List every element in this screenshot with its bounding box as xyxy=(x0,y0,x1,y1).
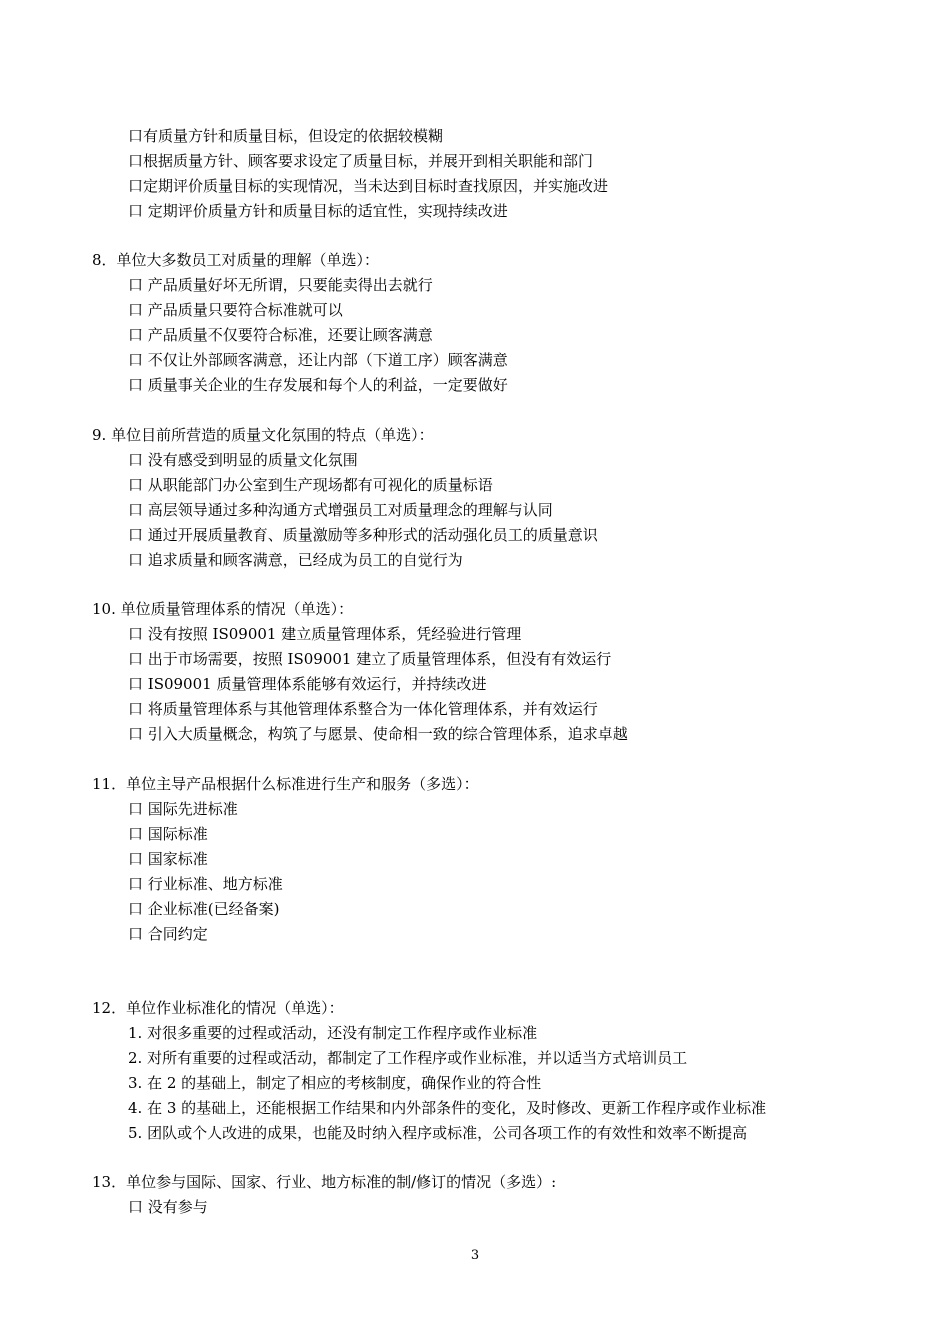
option: 口 国家标准 xyxy=(128,850,208,868)
option: 口定期评价质量目标的实现情况，当未达到目标时查找原因，并实施改进 xyxy=(128,177,609,195)
numbered-item: 3. 在 2 的基础上，制定了相应的考核制度，确保作业的符合性 xyxy=(128,1074,542,1092)
question-title: 9. 单位目前所营造的质量文化氛围的特点（单选）： xyxy=(92,426,434,444)
option: 口 产品质量不仅要符合标准，还要让顾客满意 xyxy=(128,326,433,344)
numbered-item: 5. 团队或个人改进的成果，也能及时纳入程序或标准，公司各项工作的有效性和效率不断提高 xyxy=(128,1124,748,1142)
numbered-item: 2. 对所有重要的过程或活动，都制定了工作程序或作业标准，并以适当方式培训员工 xyxy=(128,1049,688,1067)
option: 口 产品质量好坏无所谓，只要能卖得出去就行 xyxy=(128,276,433,294)
option: 口 引入大质量概念，构筑了与愿景、使命相一致的综合管理体系，追求卓越 xyxy=(128,725,628,743)
option: 口 通过开展质量教育、质量激励等多种形式的活动强化员工的质量意识 xyxy=(128,526,598,544)
option: 口 没有感受到明显的质量文化氛围 xyxy=(128,451,358,469)
question-title: 8．单位大多数员工对质量的理解（单选）： xyxy=(92,251,380,269)
option: 口有质量方针和质量目标，但设定的依据较模糊 xyxy=(128,127,444,145)
option: 口 追求质量和顾客满意，已经成为员工的自觉行为 xyxy=(128,551,463,569)
option: 口 产品质量只要符合标准就可以 xyxy=(128,301,343,319)
option: 口 高层领导通过多种沟通方式增强员工对质量理念的理解与认同 xyxy=(128,501,553,519)
option: 口 出于市场需要，按照 IS09001 建立了质量管理体系，但没有有效运行 xyxy=(128,650,612,668)
option: 口 没有参与 xyxy=(128,1198,208,1216)
question-title: 12．单位作业标准化的情况（单选）： xyxy=(92,999,344,1017)
option: 口 国际先进标准 xyxy=(128,800,238,818)
option: 口 行业标准、地方标准 xyxy=(128,875,283,893)
numbered-item: 1. 对很多重要的过程或活动，还没有制定工作程序或作业标准 xyxy=(128,1024,538,1042)
question-title: 10. 单位质量管理体系的情况（单选）： xyxy=(92,600,354,618)
option: 口 定期评价质量方针和质量目标的适宜性，实现持续改进 xyxy=(128,202,508,220)
option: 口 质量事关企业的生存发展和每个人的利益，一定要做好 xyxy=(128,376,508,394)
option: 口 没有按照 IS09001 建立质量管理体系，凭经验进行管理 xyxy=(128,625,522,643)
option: 口 将质量管理体系与其他管理体系整合为一体化管理体系，并有效运行 xyxy=(128,700,598,718)
numbered-item: 4. 在 3 的基础上，还能根据工作结果和内外部条件的变化，及时修改、更新工作程序或作业标准 xyxy=(128,1099,767,1117)
question-title: 11．单位主导产品根据什么标准进行生产和服务（多选）： xyxy=(92,775,479,793)
question-title: 13．单位参与国际、国家、行业、地方标准的制/修订的情况（多选）: xyxy=(92,1173,557,1191)
option: 口根据质量方针、顾客要求设定了质量目标，并展开到相关职能和部门 xyxy=(128,152,594,170)
option: 口 国际标准 xyxy=(128,825,208,843)
option: 口 企业标准(已经备案) xyxy=(128,900,280,918)
option: 口 IS09001 质量管理体系能够有效运行，并持续改进 xyxy=(128,675,487,693)
option: 口 合同约定 xyxy=(128,925,208,943)
option: 口 从职能部门办公室到生产现场都有可视化的质量标语 xyxy=(128,476,493,494)
page-number: 3 xyxy=(470,1248,480,1263)
option: 口 不仅让外部顾客满意，还让内部（下道工序）顾客满意 xyxy=(128,351,508,369)
